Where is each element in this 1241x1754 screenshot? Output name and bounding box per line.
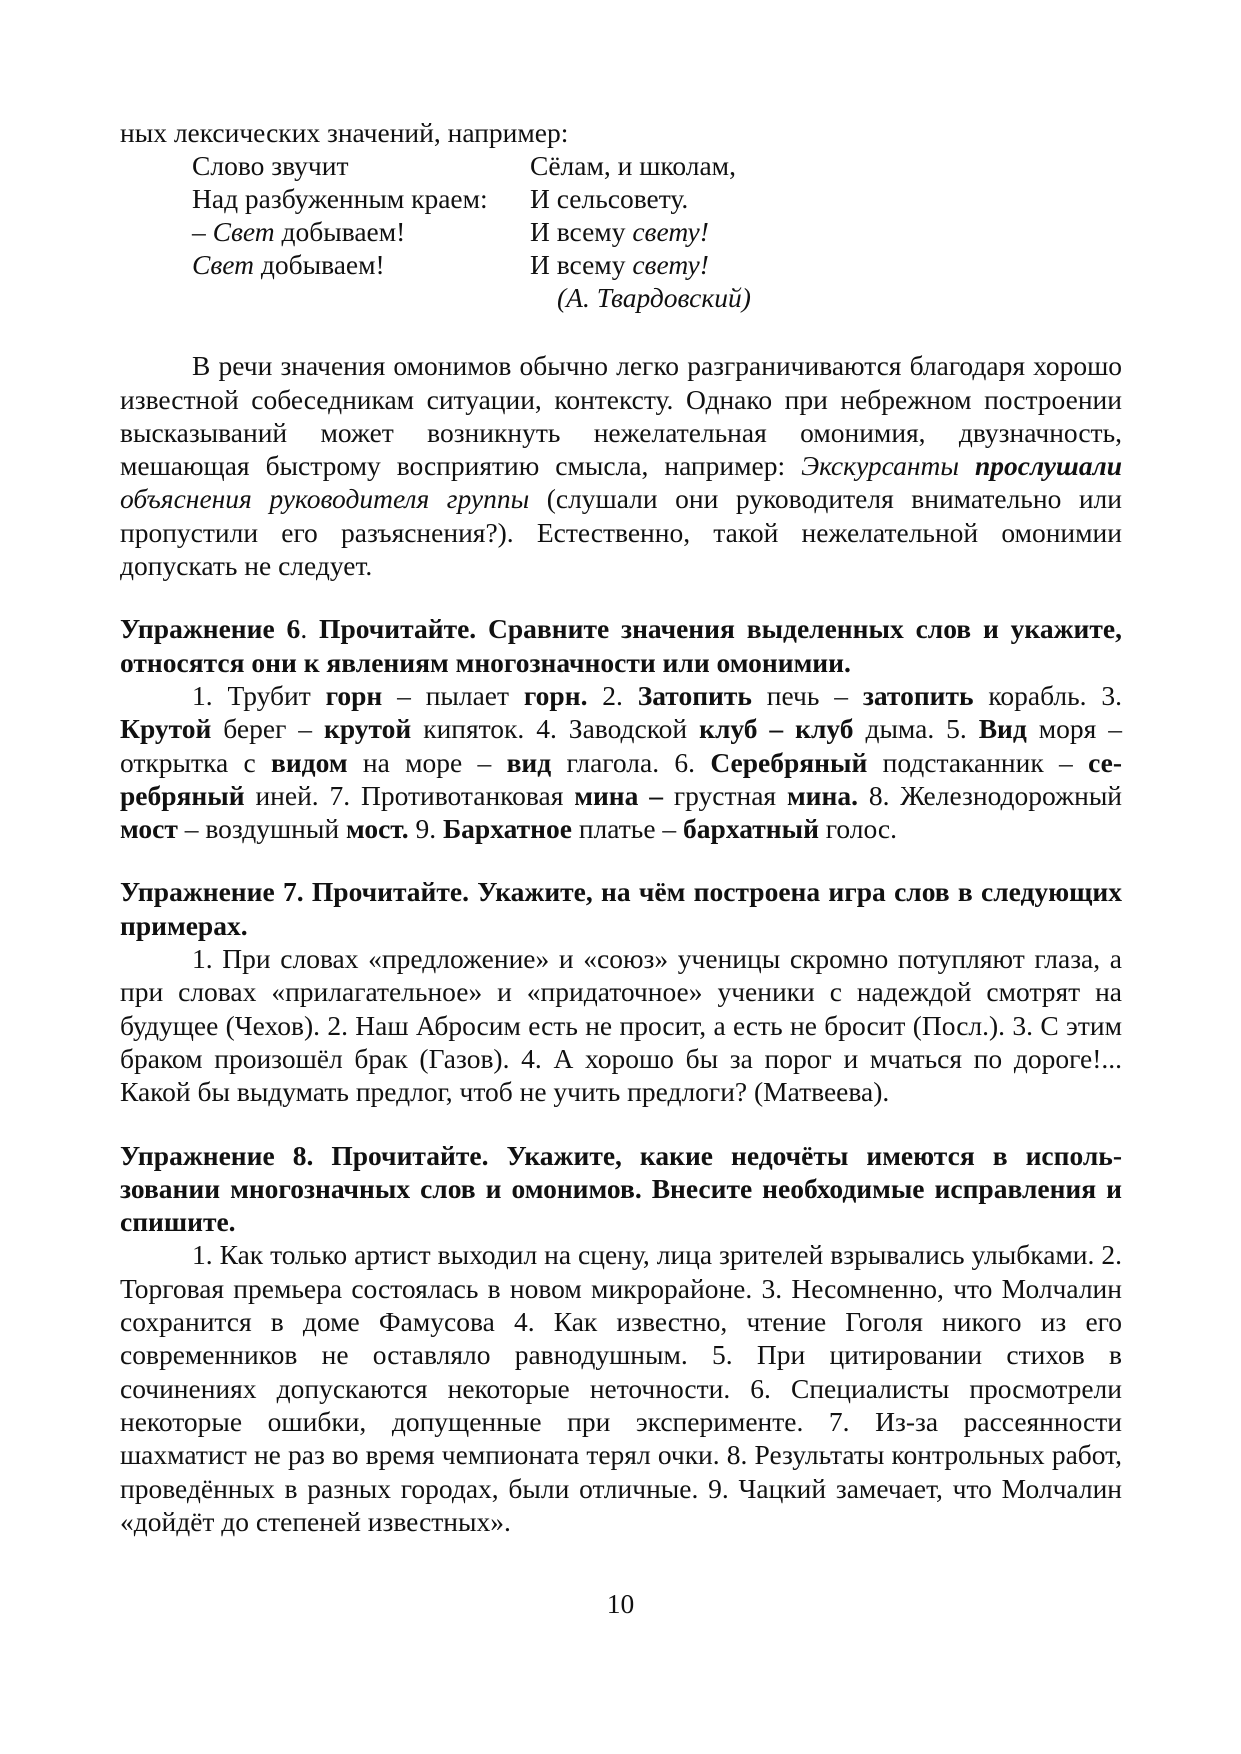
exercise-6-text — [120, 679, 1122, 845]
poem-right-line-4: И всему свету! — [530, 249, 709, 281]
highlighted-word: горн — [325, 679, 383, 711]
intro-line: ных лексических значений, например: — [120, 117, 569, 148]
poem-right-line-3: И всему свету! — [530, 216, 709, 248]
exercise-6-text-run: 1. Трубит — [192, 679, 326, 711]
highlighted-word: бархатный — [683, 813, 819, 845]
exercise-8-heading: Упражнение 8. Прочитайте. Укажите, какие недочёты имеются в использовании многозначных слов и омонимов. Внесите необходимые исправления и спишите. — [120, 1139, 1122, 1238]
highlighted-word: Бархатное — [442, 813, 572, 845]
exercise-7-heading: Упражнение 7. Прочитайте. Укажите, на чём построена игра слов в следующих примерах. — [120, 876, 1122, 941]
poem-right-line-1: Сёлам, и школам, — [530, 150, 736, 182]
highlighted-word: вид — [506, 746, 552, 778]
highlighted-word: Затопить — [637, 679, 752, 711]
exercise-6-text-run: голос. — [818, 813, 898, 845]
highlighted-word: мина. — [786, 779, 858, 811]
exercise-6-text-run: платье – — [571, 813, 684, 845]
poem-left-line-3: – Свет добываем! — [192, 216, 406, 248]
highlighted-word: Крутой — [120, 713, 212, 745]
exercise-6-text-run: моря – открытка с — [120, 713, 1122, 778]
page-number: 10 — [606, 1588, 635, 1619]
exercise-6-text-run: подстаканник – — [867, 746, 1089, 778]
highlighted-word: горн. — [523, 679, 588, 711]
highlighted-word: затопить — [862, 679, 974, 711]
poem — [120, 149, 1122, 349]
exercise-6-text-run: корабль. 3. — [973, 679, 1122, 711]
poem-left-line-4: Свет добываем! — [192, 249, 385, 281]
poem-left-line-1: Слово звучит — [192, 150, 349, 182]
highlighted-word: Серебряный — [710, 746, 868, 778]
exercise-6-text-run: дыма. 5. — [853, 713, 979, 745]
highlighted-word: серебряный — [120, 746, 1122, 811]
exercise-6-text-run: грустная — [663, 779, 787, 811]
highlighted-word: мост — [120, 813, 178, 845]
homonymy-paragraph: В речи значения омонимов обычно легко разграничиваются благодаря хорошо известной собеседникам ситуации, контексту. Однако при небрежном построении высказываний может возникнуть нежелательная омонимия, двузначность, мешающая быстрому восприятию смысла, например: Экскурсанты прослушали объяснения руководителя группы (слушали они руководителя внимательно или пропустили его разъяснения?). Естественно, такой нежелательной омонимии допускать не следует. — [120, 350, 1122, 582]
highlighted-word: клуб – клуб — [699, 713, 854, 745]
highlighted-word: крутой — [324, 713, 412, 745]
exercise-6-text-run: печь – — [751, 679, 863, 711]
exercise-6-text-run: глагола. 6. — [551, 746, 711, 778]
highlighted-word: мина – — [574, 779, 664, 811]
exercise-6-text-run: 2. — [587, 679, 638, 711]
exercise-7-text: 1. При словах «предложение» и «союз» ученицы скромно потупляют глаза, а при словах «прилагательное» и «придаточное» ученики с надеждой смотрят на будущее (Чехов). 2. Наш Абросим есть не просит, а есть не бросит (Посл.). 3. С этим браком произошёл брак (Газов). 4. А хорошо бы за порог и мчаться по дороге!... Какой бы выдумать предлог, чтоб не учить предлоги? (Матвеева). — [120, 943, 1122, 1108]
exercise-6-heading: Упражнение 6. Прочитайте. Сравните значения выделенных слов и укажите, относятся они к явлениям многозначности или омонимии. — [120, 613, 1122, 678]
exercise-6-text-run: – пылает — [382, 679, 524, 711]
exercise-6-text-run: кипяток. 4. Заводской — [411, 713, 700, 745]
page-body — [120, 116, 1122, 1538]
poem-right-line-2: И сельсовету. — [530, 183, 689, 215]
exercise-6-text-run: иней. 7. Противотанковая — [244, 779, 575, 811]
poem-left-line-2: Над разбуженным краем: — [192, 183, 488, 215]
exercise-6-text-run: 8. Железнодорожный — [857, 779, 1123, 811]
poem-author: (А. Твардовский) — [557, 282, 751, 314]
exercise-6-text-run: на море – — [347, 746, 507, 778]
exercise-6-text-run: – воздушный — [177, 813, 346, 845]
highlighted-word: Вид — [978, 713, 1027, 745]
highlighted-word: видом — [270, 746, 348, 778]
highlighted-word: мост. — [345, 813, 409, 845]
exercise-8-text: 1. Как только артист выходил на сцену, лица зрителей взрывались улыбками. 2. Торговая премьера состоялась в новом микрорайоне. 3. Несомненно, что Молчалин сохранится в доме Фамусова 4. Как известно, чтение Гоголя никого из его современников не оставляло равнодушным. 5. При цитировании стихов в сочинениях допускаются некоторые неточности. 6. Специалисты просмотрели некоторые ошибки, допущенные при эксперименте. 7. Из-за рассеянности шахматист не раз во время чемпионата терял очки. 8. Результаты контрольных работ, проведённых в разных городах, были отличные. 9. Чацкий замечает, что Молчалин «дойдёт до степеней известных». — [120, 1239, 1122, 1537]
exercise-6-text-run: 9. — [408, 813, 443, 845]
exercise-6-text-run: берег – — [211, 713, 324, 745]
